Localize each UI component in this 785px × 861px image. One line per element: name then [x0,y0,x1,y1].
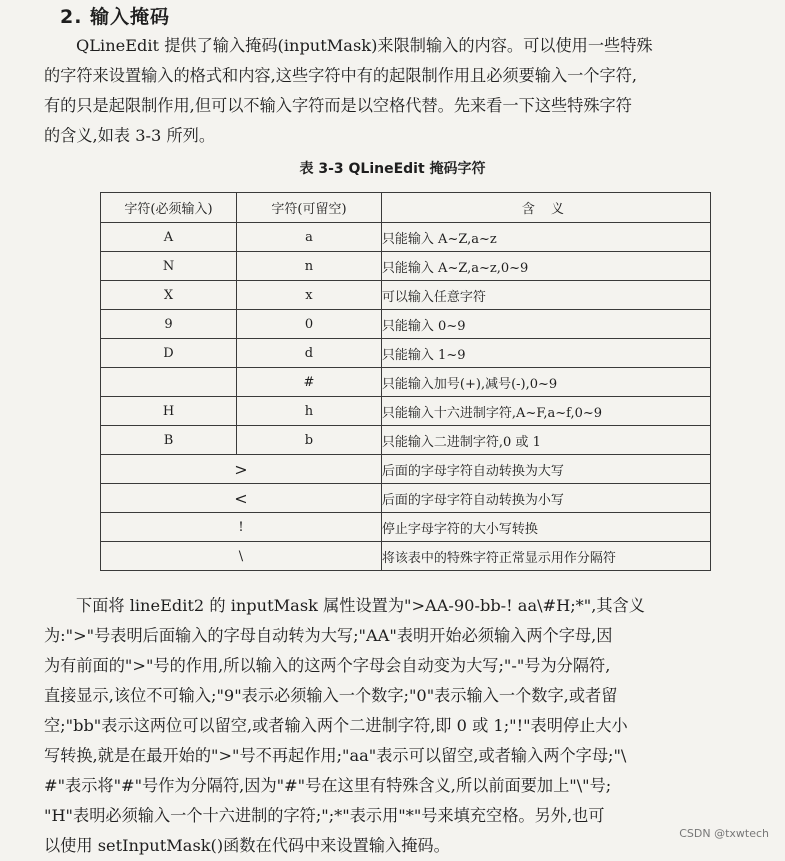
cell-optional: 0 [237,310,382,339]
table-row-special [101,542,711,571]
table-row [101,339,711,368]
explanation-paragraph [44,591,774,861]
paragraph-line: 直接显示,该位不可输入;"9"表示必须输入一个数字;"0"表示输入一个数字,或者留 [44,686,618,705]
cell-optional: n [237,252,382,281]
cell-optional: x [237,281,382,310]
paragraph-line: 为:">"号表明后面输入的字母自动转为大写;"AA"表明开始必须输入两个字母,因 [44,626,613,645]
cell-meaning: 只能输入二进制字符,0 或 1 [381,426,710,455]
cell-optional: h [237,397,382,426]
header-optional: 字符(可留空) [237,193,382,223]
intro-paragraph [44,31,774,151]
header-meaning: 含 义 [381,193,710,223]
paragraph-line: 的含义,如表 3-3 所列。 [44,126,216,145]
table-caption: 表 3-3 QLineEdit 掩码字符 [299,161,486,177]
cell-required: B [101,426,237,455]
cell-optional: b [237,426,382,455]
cell-meaning: 只能输入 A~Z,a~z [381,223,710,252]
paragraph-line: 下面将 lineEdit2 的 inputMask 属性设置为">AA-90-bb-! aa\#H;*",其含义 [76,596,645,615]
table-row [101,426,711,455]
cell-required: D [101,339,237,368]
cell-meaning: 只能输入 0~9 [381,310,710,339]
paragraph-line: #"表示将"#"号作为分隔符,因为"#"号在这里有特殊含义,所以前面要加上"\"号; [44,776,612,795]
cell-symbol: > [101,455,382,484]
paragraph-line: 的字符来设置输入的格式和内容,这些字符中有的起限制作用且必须要输入一个字符, [44,66,638,85]
cell-meaning: 可以输入任意字符 [381,281,710,310]
table-row-special [101,484,711,513]
table-row [101,310,711,339]
paragraph-line: QLineEdit 提供了输入掩码(inputMask)来限制输入的内容。可以使用一些特殊 [76,36,653,55]
header-required: 字符(必须输入) [101,193,237,223]
cell-meaning: 后面的字母字符自动转换为大写 [381,455,710,484]
cell-symbol: < [101,484,382,513]
table-row [101,223,711,252]
cell-required: 9 [101,310,237,339]
cell-required: A [101,223,237,252]
cell-optional: d [237,339,382,368]
cell-required: N [101,252,237,281]
cell-optional: a [237,223,382,252]
cell-required: H [101,397,237,426]
cell-required [101,368,237,397]
paragraph-line: 写转换,就是在最开始的">"号不再起作用;"aa"表示可以留空,或者输入两个字母;"\ [44,746,627,765]
cell-meaning: 只能输入十六进制字符,A~F,a~f,0~9 [381,397,710,426]
cell-required: X [101,281,237,310]
cell-meaning: 只能输入加号(+),减号(-),0~9 [381,368,710,397]
paragraph-line: 有的只是起限制作用,但可以不输入字符而是以空格代替。先来看一下这些特殊字符 [44,96,632,115]
cell-meaning: 只能输入 1~9 [381,339,710,368]
paragraph-line: 以使用 setInputMask()函数在代码中来设置输入掩码。 [44,836,450,855]
paragraph-line: 为有前面的">"号的作用,所以输入的这两个字母会自动变为大写;"-"号为分隔符, [44,656,611,675]
table-row [101,281,711,310]
cell-symbol: ! [101,513,382,542]
table-row-special [101,455,711,484]
watermark: CSDN @txwtech [679,827,769,840]
cell-symbol: \ [101,542,382,571]
cell-meaning: 后面的字母字符自动转换为小写 [381,484,710,513]
mask-characters-table [100,192,711,571]
cell-meaning: 将该表中的特殊字符正常显示用作分隔符 [381,542,710,571]
table-row [101,368,711,397]
paragraph-line: 空;"bb"表示这两位可以留空,或者输入两个二进制字符,即 0 或 1;"!"表明停止大小 [44,716,628,735]
cell-optional: # [237,368,382,397]
table-header-row [101,193,711,223]
table-row [101,252,711,281]
table-row-special [101,513,711,542]
section-heading: 2. 输入掩码 [60,6,171,28]
paragraph-line: "H"表明必须输入一个十六进制的字符;";*"表示用"*"号来填充空格。另外,也可 [44,806,605,825]
cell-meaning: 只能输入 A~Z,a~z,0~9 [381,252,710,281]
table-row [101,397,711,426]
cell-meaning: 停止字母字符的大小写转换 [381,513,710,542]
